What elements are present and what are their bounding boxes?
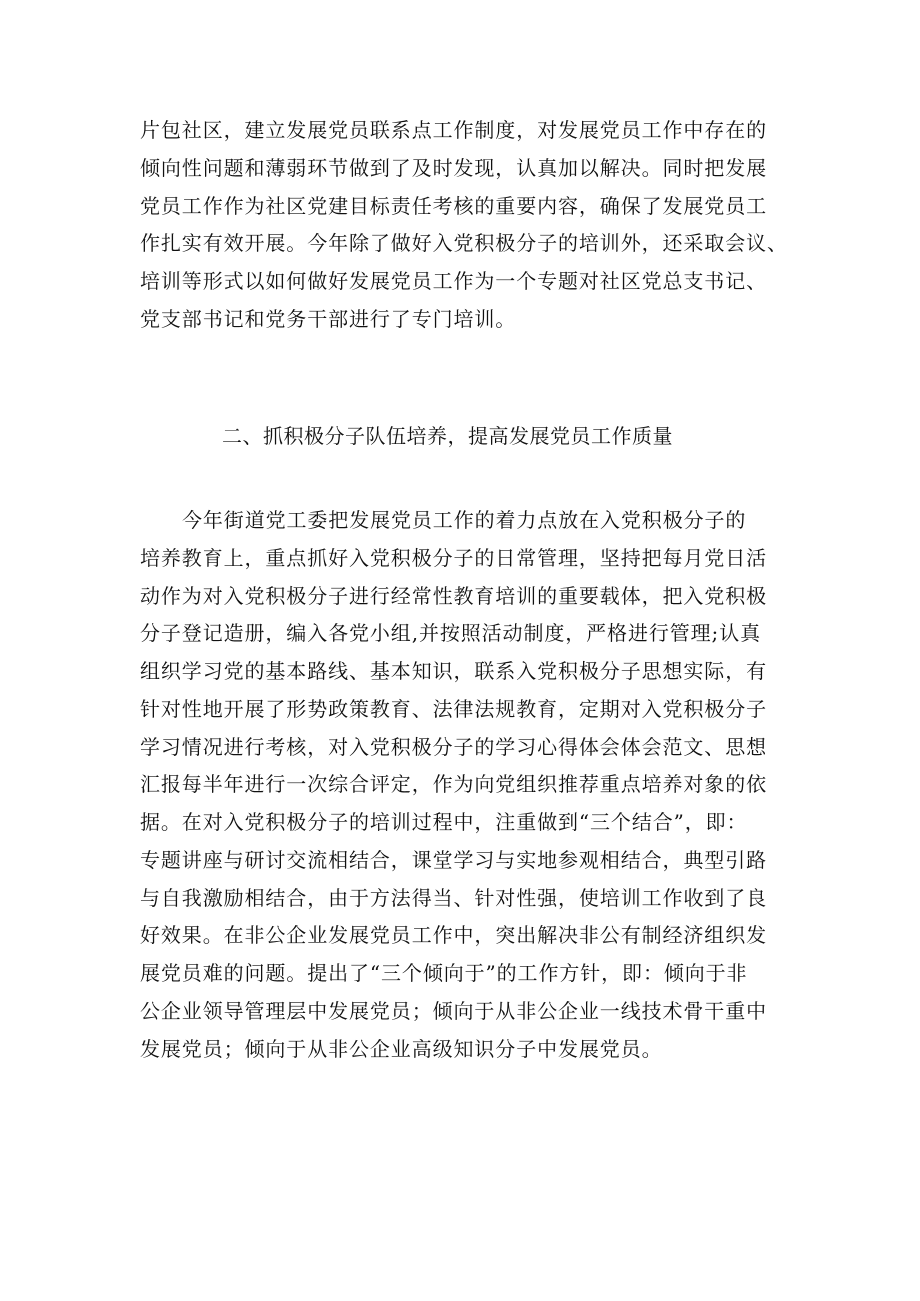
paragraph-line: 作扎实有效开展。今年除了做好入党积极分子的培训外，还采取会议、: [140, 231, 788, 256]
paragraph-line: 专题讲座与研讨交流相结合，课堂学习与实地参观相结合，典型引路: [140, 847, 767, 872]
section-heading: 二、抓积极分子队伍培养，提高发展党员工作质量: [222, 424, 673, 448]
paragraph-2: [140, 502, 800, 1068]
paragraph-line: 培训等形式以如何做好发展党员工作为一个专题对社区党总支书记、: [140, 269, 767, 293]
paragraph-line: 针对性地开展了形势政策教育、法律法规教育，定期对入党积极分子: [140, 696, 767, 721]
paragraph-line: 片包社区，建立发展党员联系点工作制度，对发展党员工作中存在的: [140, 118, 767, 142]
paragraph-line: 今年街道党工委把发展党员工作的着力点放在入党积极分子的: [182, 508, 747, 532]
paragraph-line: 组织学习党的基本路线、基本知识，联系入党积极分子思想实际，有: [140, 659, 767, 683]
paragraph-1-lines: [140, 112, 800, 339]
paragraph-line: 好效果。在非公企业发展党员工作中，突出解决非公有制经济组织发: [140, 923, 767, 948]
paragraph-line: 分子登记造册，编入各党小组,并按照活动制度，严格进行管理;认真: [140, 621, 761, 646]
paragraph-line: 动作为对入党积极分子进行经常性教育培训的重要载体，把入党积极: [140, 583, 767, 608]
paragraph-line: 倾向性问题和薄弱环节做到了及时发现，认真加以解决。同时把发展: [140, 155, 767, 180]
paragraph-line: 党支部书记和党务干部进行了专门培训。: [140, 306, 517, 331]
paragraph-line: 汇报每半年进行一次综合评定，作为向党组织推荐重点培养对象的依: [140, 772, 767, 797]
paragraph-line: 展党员难的问题。提出了“三个倾向于”的工作方针，即：倾向于非: [140, 961, 748, 985]
paragraph-line: 与自我激励相结合，由于方法得当、针对性强，使培训工作收到了良: [140, 885, 767, 910]
paragraph-line: 学习情况进行考核，对入党积极分子的学习心得体会体会范文、思想: [140, 734, 767, 759]
paragraph-line: 发展党员；倾向于从非公企业高级知识分子中发展党员。: [140, 1036, 663, 1061]
paragraph-line: 公企业领导管理层中发展党员；倾向于从非公企业一线技术骨干重中: [140, 998, 767, 1023]
paragraph-line: 党员工作作为社区党建目标责任考核的重要内容，确保了发展党员工: [140, 193, 767, 218]
paragraph-line: 据。在对入党积极分子的培训过程中，注重做到“三个结合”，即：: [140, 810, 748, 834]
paragraph-2-lines: [140, 502, 800, 1068]
paragraph-line: 培养教育上，重点抓好入党积极分子的日常管理，坚持把每月党日活: [140, 545, 767, 570]
paragraph-1: [140, 112, 800, 339]
